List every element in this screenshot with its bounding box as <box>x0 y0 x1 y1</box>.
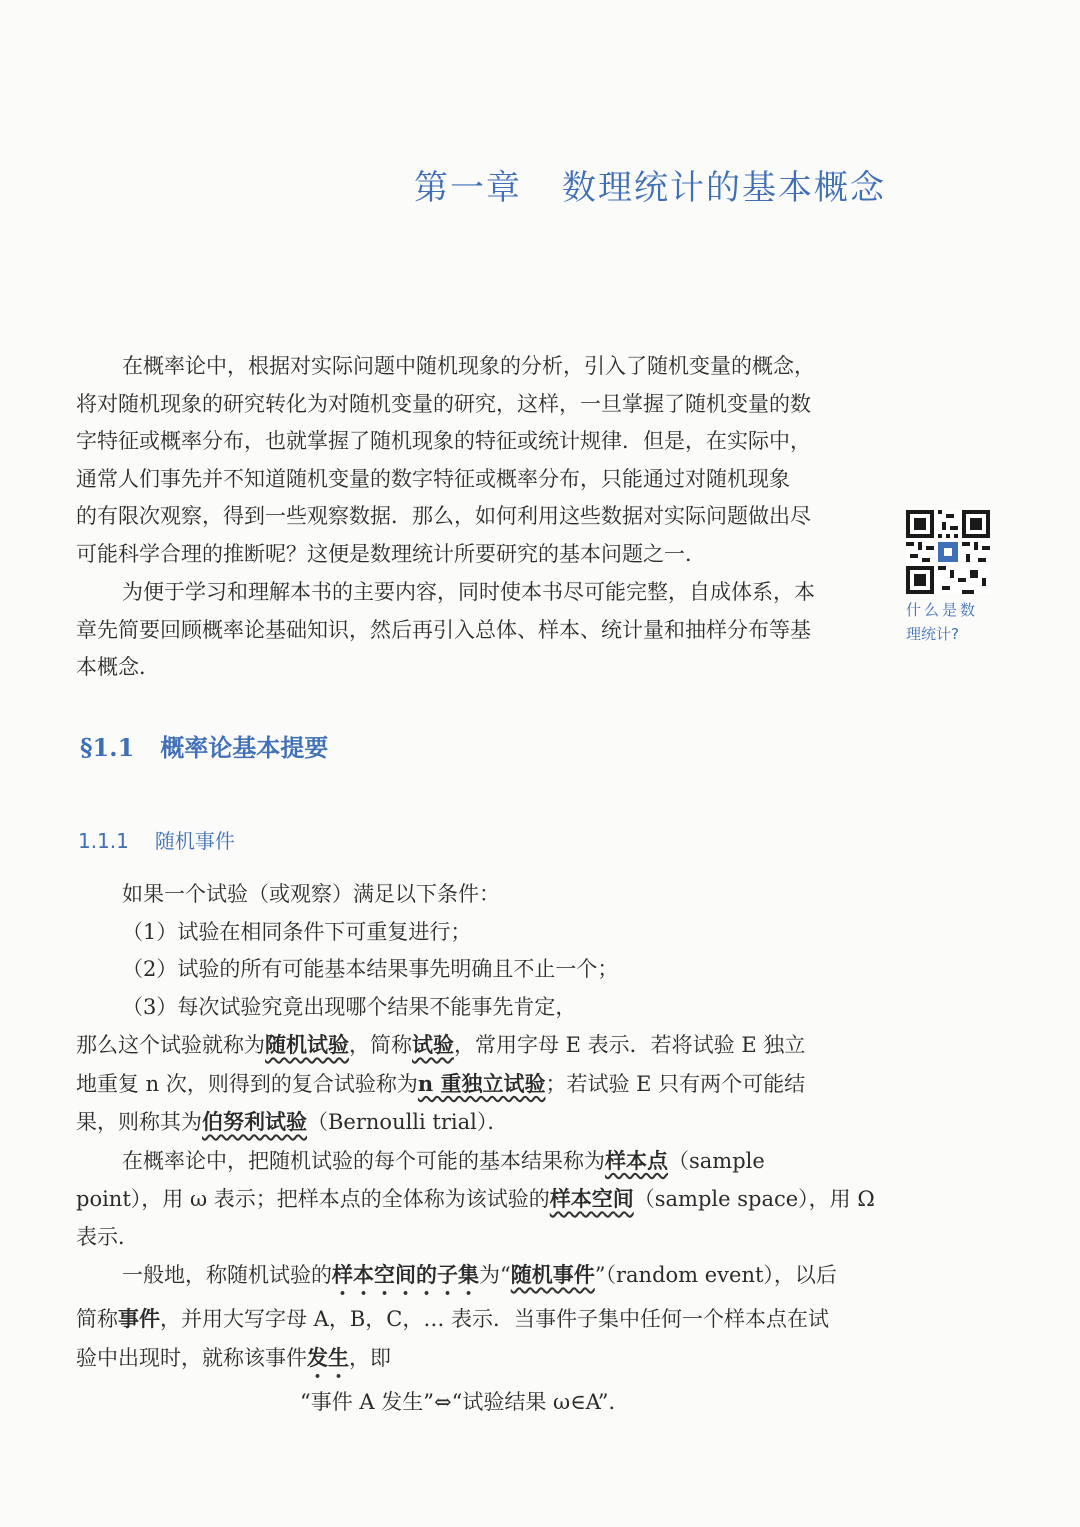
text-line: 可能科学合理的推断呢？这便是数理统计所要研究的基本问题之一． <box>76 541 706 566</box>
qr-caption-line: 理统计? <box>906 625 959 643</box>
text-line <box>76 1256 875 1300</box>
text-span: （sample <box>668 1148 765 1173</box>
body-text <box>76 876 875 1383</box>
text-span: （sample space），用 Ω <box>633 1187 875 1211</box>
section-number: §1.1 <box>80 733 135 762</box>
text-span: ，简称 <box>349 1033 412 1057</box>
term-random-experiment: 随机试验 <box>265 1032 349 1057</box>
text-span: ，即 <box>349 1345 391 1370</box>
text-line: 如果一个试验（或观察）满足以下条件： <box>122 882 500 906</box>
text-span: 验中出现时，就称该事件 <box>76 1345 307 1370</box>
term-random-event: 随机事件 <box>510 1262 595 1287</box>
text-line: 字特征或概率分布，也就掌握了随机现象的特征或统计规律．但是，在实际中， <box>76 429 811 453</box>
subsection-heading <box>78 825 235 854</box>
section-title: 概率论基本提要 <box>160 733 329 762</box>
text-line <box>76 1065 875 1104</box>
intro-paragraph-1 <box>76 348 888 573</box>
text-span: 果，则称其为 <box>76 1110 202 1134</box>
text-span: （Bernoulli trial）． <box>307 1110 509 1134</box>
qr-caption <box>906 598 978 646</box>
text-line <box>76 1339 875 1383</box>
section-heading <box>80 728 328 763</box>
text-span: ，常用字母 E 表示．若将试验 E 独立 <box>454 1033 806 1057</box>
term-sample-space: 样本空间 <box>549 1186 634 1211</box>
text-line <box>76 1142 875 1181</box>
term-bernoulli-trial: 伯努利试验 <box>202 1109 307 1134</box>
text-line: （3）每次试验究竟出现哪个结果不能事先肯定， <box>122 994 577 1019</box>
text-span: ；若试验 E 只有两个可能结 <box>545 1071 806 1096</box>
text-span: 在概率论中，把随机试验的每个可能的基本结果称为 <box>122 1148 605 1173</box>
text-line: （2）试验的所有可能基本结果事先明确且不止一个； <box>122 957 619 981</box>
text-span: 一般地，称随机试验的 <box>122 1263 332 1287</box>
chapter-name: 数理统计的基本概念 <box>562 168 886 208</box>
intro-paragraph-2 <box>76 574 815 687</box>
text-line: 本概念． <box>76 655 160 679</box>
chapter-title <box>414 160 886 209</box>
term-sample-point: 样本点 <box>605 1147 668 1173</box>
qr-code-icon[interactable] <box>906 510 990 594</box>
text-line: 为便于学习和理解本书的主要内容，同时使本书尽可能完整，自成体系，本 <box>122 580 815 604</box>
text-line: （1）试验在相同条件下可重复进行； <box>122 919 472 944</box>
text-line: 章先简要回顾概率论基础知识，然后再引入总体、样本、统计量和抽样分布等基 <box>76 617 811 642</box>
term-n-independent-trials: n 重独立试验 <box>417 1070 546 1096</box>
text-line: 通常人们事先并不知道随机变量的数字特征或概率分布，只能通过对随机现象 <box>76 466 790 491</box>
text-span: point），用 ω 表示；把样本点的全体称为该试验的 <box>76 1187 550 1211</box>
text-line: 的有限次观察，得到一些观察数据．那么，如何利用这些数据对实际问题做出尽 <box>76 504 811 528</box>
text-line: 在概率论中，根据对实际问题中随机现象的分析，引入了随机变量的概念， <box>122 354 815 378</box>
text-line: 表示． <box>76 1224 139 1249</box>
text-span: 为“ <box>479 1263 511 1287</box>
text-line <box>76 1180 875 1219</box>
term-event: 事件 <box>118 1306 160 1331</box>
qr-caption-line: 什么是数 <box>906 601 979 619</box>
text-span: ”（random event），以后 <box>594 1263 837 1287</box>
term-subset-of-sample-space: 样本空间的子集 <box>332 1262 479 1287</box>
chapter-number: 第一章 <box>414 168 522 208</box>
event-formula: “事件 A 发生”⇔“试验结果 ω∈A”． <box>300 1390 630 1414</box>
term-occur: 发生 <box>307 1344 349 1370</box>
text-line <box>76 1103 875 1142</box>
text-span: 简称 <box>76 1307 118 1331</box>
subsection-number: 1.1.1 <box>78 829 129 853</box>
text-span: 地重复 n 次，则得到的复合试验称为 <box>76 1071 418 1096</box>
text-span: ，并用大写字母 A，B，C，… 表示．当事件子集中任何一个样本点在试 <box>160 1307 830 1331</box>
text-line <box>76 1300 875 1339</box>
text-span: 那么这个试验就称为 <box>76 1033 265 1057</box>
subsection-title: 随机事件 <box>154 829 235 853</box>
text-line <box>76 1026 875 1065</box>
text-line: 将对随机现象的研究转化为对随机变量的研究，这样，一旦掌握了随机变量的数 <box>76 391 811 416</box>
term-experiment: 试验 <box>412 1032 454 1057</box>
